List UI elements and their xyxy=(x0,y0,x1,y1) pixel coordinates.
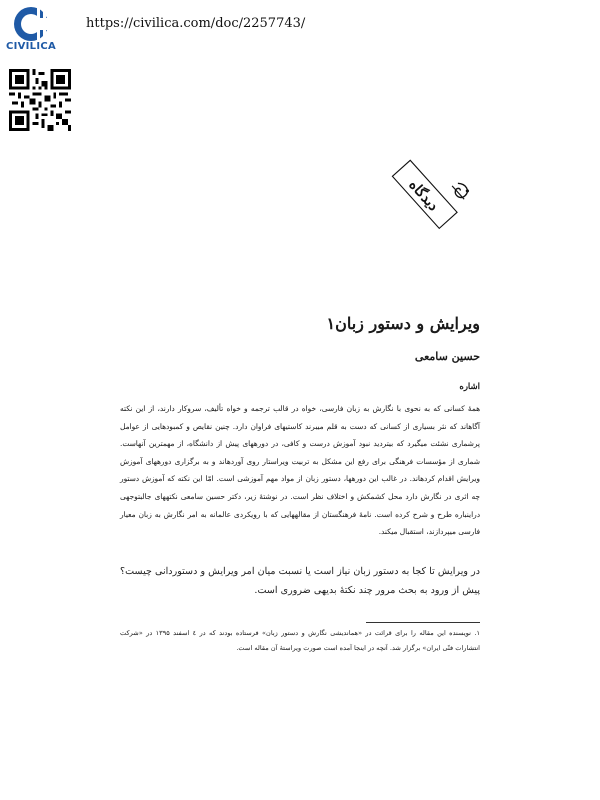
section-stamp xyxy=(378,148,470,242)
qr-code-icon xyxy=(9,69,71,131)
scroll-ornament-icon xyxy=(450,179,470,201)
article-title: ویرایش و دستور زبان۱ xyxy=(326,314,480,333)
section-heading: اشاره xyxy=(459,382,480,392)
lead-paragraph: در ویرایش تا کجا به دستور زبان نیاز است یا نسبت میان امر ویرایش و دستوردانی چیست؟ پیش از ورود به بحث مرور چند نکتهٔ بدیهی ضروری است. xyxy=(120,566,480,596)
footnote: ۱. نویسنده این مقاله را برای قرائت در «هماندیشی نگارش و دستور زبان» فرستاده بودند که در ٤ اسفند ۱۳۹۵ در «شرکت انتشارات فنّی ایران» برگزار شد. آنچه در اینجا آمده است صورت ویراستهٔ آن مقاله است. xyxy=(120,629,481,652)
footnote-divider xyxy=(366,622,480,623)
civilica-logo-text: CIVILICA xyxy=(5,41,57,52)
article-author: حسین سامعی xyxy=(414,350,480,363)
document-url[interactable]: https://civilica.com/doc/2257743/ xyxy=(86,16,306,31)
intro-paragraph: همهٔ کسانی که به نحوی با نگارش به زبان فارسی، خواه در قالب ترجمه و خواه تألیف، سروکار دارند، از این نکته آگاهاند که نثر بسیاری از کسانی که دست به قلم میبرند کاستیهای فراوان دارد. چنین نقایص و کمبودهایی از عوامل پرشماری نشئت میگیرد که بیتردید نبود آموزش درست و کافی، در دورههای پیش از دانشگاه، از مهمترین آنهاست. شماری از مؤسسات فرهنگی برای رفع این مشکل به تربیت ویراستار روی آوردهاند و به برگزاری دورههای آموزش ویرایش اقدام کردهاند. در غالب این دورهها، دستور زبان از مواد مهم آموزشی است. امّا این نکته که آموزش دستور چه اثری در نگارش دارد محل کشمکش و اختلاف نظر است. در نوشتهٔ زیر، دکتر حسین سامعی نکتههای جالبتوجهی دراینباره طرح و شرح کرده است. نامهٔ فرهنگستان از مقالههایی که با رویکردی عالمانه به امر نگارش به زبان معیار فارسی میپردازند، استقبال میکند. xyxy=(120,404,480,537)
stamp-label: دیدگاه xyxy=(405,177,442,215)
